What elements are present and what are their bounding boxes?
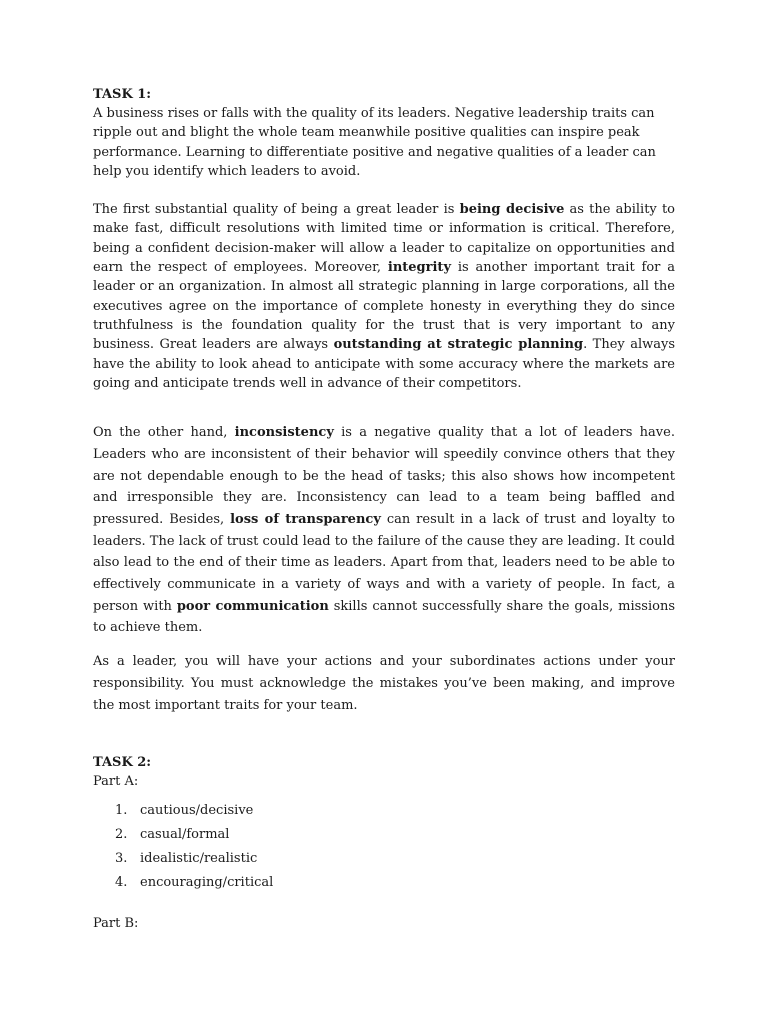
being-decisive-bold: being decisive <box>459 202 565 218</box>
part-a-label: Part A: <box>93 774 139 790</box>
loss-of-transparency-bold: loss of transparency <box>230 511 381 527</box>
para2-text-4: . They always have the ability to look ahead to anticipate with some accuracy where the markets are going and anticipate trends well in advance of their competitors. <box>93 337 675 391</box>
document-page <box>93 85 675 933</box>
poor-communication-bold: poor communication <box>176 598 329 614</box>
part-b-label: Part B: <box>93 916 139 932</box>
negative-qualities-paragraph <box>93 422 675 639</box>
task2-section <box>93 753 675 933</box>
para3-text-3: can result in a lack of trust and loyalty to leaders. The lack of trust could lead to the failure of the cause they are leading. It could also lead to the end of their time as leaders. Apart from that, leaders need to be able to effectively communicate in a variety of ways and with a variety of people. In fact, a person with <box>93 511 675 614</box>
task1-intro-paragraph: A business rises or falls with the quality of its leaders. Negative leadership traits can ripple out and blight the whole team meanwhile positive qualities can inspire peak performance. Learning to differentiate positive and negative qualities of a leader can help you identify which leaders to avoid. <box>93 106 656 179</box>
list-item <box>115 871 675 895</box>
part-a-list <box>93 799 675 895</box>
para2-text-2: as the ability to make fast, difficult resolutions with limited time or information is critical. Therefore, being a confident decision-maker will allow a leader to capitalize on opportunities and earn the respect of employees. Moreover, <box>93 202 676 276</box>
list-item-number: 4. <box>115 875 128 891</box>
list-item-number: 1. <box>115 803 128 819</box>
conclusion-paragraph: As a leader, you will have your actions and your subordinates actions under your responsibility. You must acknowledge the mistakes you’ve been making, and improve the most important traits for your team. <box>93 654 675 713</box>
para3-text-2: is a negative quality that a lot of leaders have. Leaders who are inconsistent of their behavior will speedily convince others that they are not dependable enough to be the head of tasks; this also shows how incompetent and irresponsible they are. Inconsistency can lead to a team being baffled and pressured. Besides, <box>93 425 675 527</box>
positive-qualities-paragraph <box>93 200 675 393</box>
para3-text-1: On the other hand, <box>93 425 235 441</box>
para2-text-1: The first substantial quality of being a great leader is <box>93 202 460 218</box>
list-item <box>115 799 675 823</box>
list-item-text: idealistic/realistic <box>140 851 258 867</box>
para3-text-4: skills cannot successfully share the goals, missions to achieve them. <box>93 598 676 636</box>
inconsistency-bold: inconsistency <box>234 425 334 441</box>
para2-text-3: is another important trait for a leader or an organization. In almost all strategic planning in large corporations, all the executives agree on the importance of complete honesty in everything they do since truthfulness is the foundation quality for the trust that is very important to any business. Great leaders are always <box>93 260 676 353</box>
list-item-number: 3. <box>115 851 128 867</box>
strategic-planning-bold: outstanding at strategic planning <box>333 337 584 353</box>
list-item <box>115 847 675 871</box>
list-item-number: 2. <box>115 827 128 843</box>
list-item-text: casual/formal <box>140 827 230 843</box>
list-item-text: cautious/decisive <box>140 803 254 819</box>
task1-heading: TASK 1: <box>93 87 152 102</box>
task2-heading: TASK 2: <box>93 755 152 771</box>
list-item <box>115 823 675 847</box>
integrity-bold: integrity <box>387 260 451 276</box>
list-item-text: encouraging/critical <box>140 875 274 891</box>
